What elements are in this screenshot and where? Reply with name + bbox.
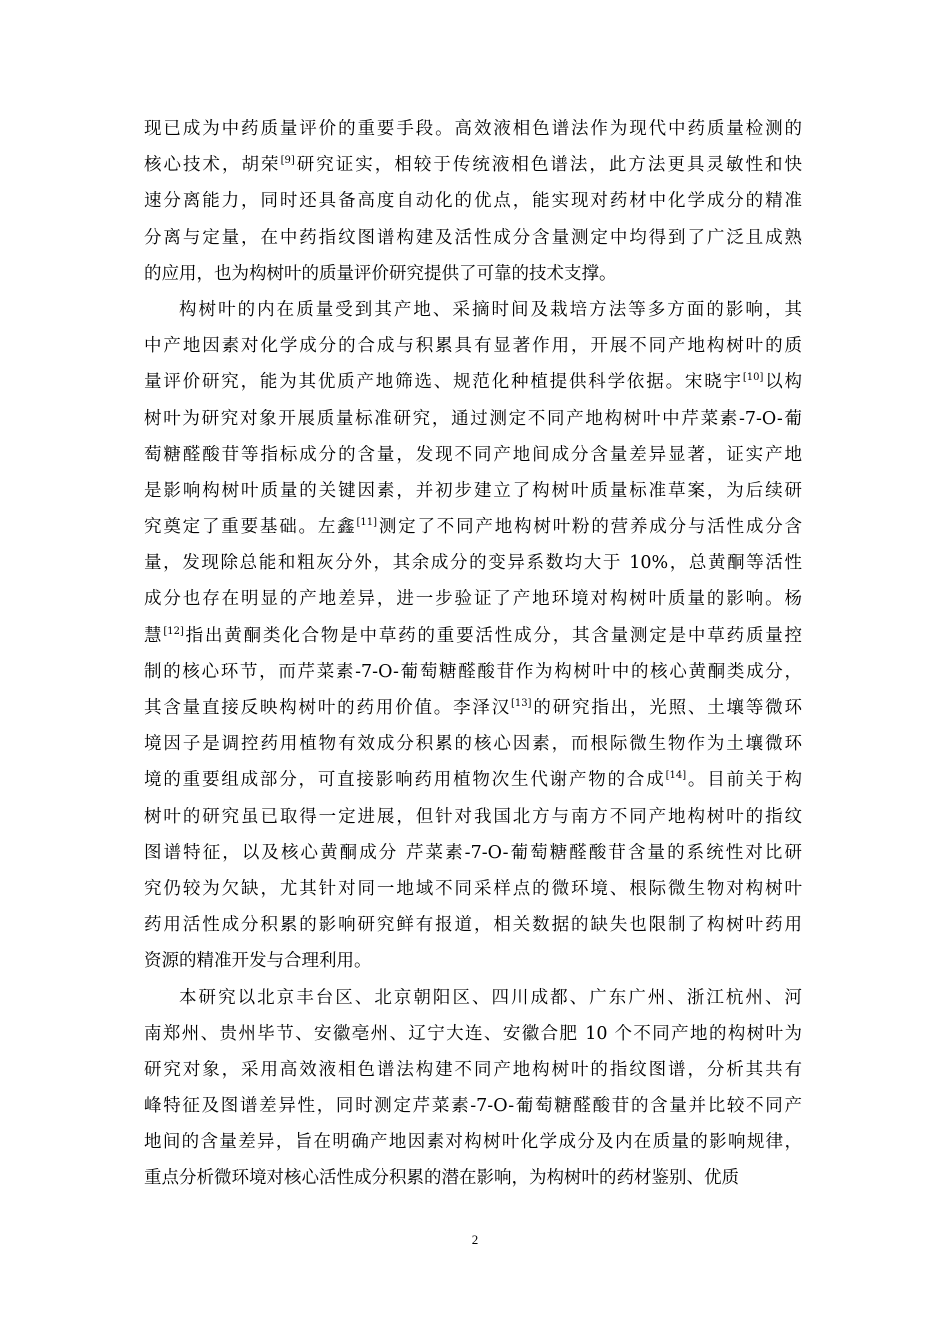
text-run: 树叶的研究虽已取得一定进展，但针对我国北方与南方不同产地构树叶的指纹 [144, 806, 802, 827]
text-line [144, 618, 802, 654]
text-run: 究仍较为欠缺，尤其针对同一地域不同采样点的微环境、根际微生物对构树叶 [144, 878, 802, 899]
text-run: 中产地因素对化学成分的合成与积累具有显著作用，开展不同产地构树叶的质 [144, 336, 802, 357]
citation-superscript: [12] [163, 625, 184, 637]
text-line [144, 509, 802, 545]
text-run: 本研究以北京丰台区、北京朝阳区、四川成都、广东广州、浙江杭州、河 [179, 987, 802, 1008]
paragraph [144, 292, 802, 980]
text-run: 核心技术，胡荣 [144, 155, 281, 176]
text-line [144, 220, 802, 256]
text-run: 是影响构树叶质量的关键因素，并初步建立了构树叶质量标准草案，为后续研 [144, 480, 802, 501]
text-line [144, 726, 802, 762]
text-run: 地间的含量差异，旨在明确产地因素对构树叶化学成分及内在质量的影响规律， [144, 1132, 802, 1153]
text-run: 成分也存在明显的产地差异，进一步验证了产地环境对构树叶质量的影响。杨 [144, 589, 802, 610]
text-run: 制的核心环节，而芹菜素-7-O-葡萄糖醛酸苷作为构树叶中的核心黄酮类成分， [144, 661, 802, 682]
text-line [144, 943, 802, 979]
text-run: 药用活性成分积累的影响研究鲜有报道，相关数据的缺失也限制了构树叶药用 [144, 915, 802, 936]
text-run: 境的重要组成部分，可直接影响药用植物次生代谢产物的合成 [144, 770, 666, 791]
text-run: 量评价研究，能为其优质产地筛选、规范化种植提供科学依据。宋晓宇 [144, 372, 743, 393]
page-number: 2 [471, 1232, 479, 1247]
text-line [144, 1052, 802, 1088]
text-run: 分离与定量，在中药指纹图谱构建及活性成分含量测定中均得到了广泛且成熟 [144, 227, 802, 248]
text-run: 峰特征及图谱差异性，同时测定芹菜素-7-O-葡萄糖醛酸苷的含量并比较不同产 [144, 1096, 802, 1117]
text-line [144, 762, 802, 798]
text-run: 境因子是调控药用植物有效成分积累的核心因素，而根际微生物作为土壤微环 [144, 734, 802, 755]
text-line [144, 980, 802, 1016]
citation-superscript: [14] [665, 770, 687, 782]
text-line [144, 147, 802, 183]
text-line [144, 581, 802, 617]
text-line [144, 799, 802, 835]
text-line [144, 1088, 802, 1124]
text-run: 指出黄酮类化合物是中草药的重要活性成分，其含量测定是中草药质量控 [183, 625, 803, 646]
text-line [144, 1160, 802, 1196]
text-run: 究奠定了重要基础。左鑫 [144, 517, 357, 538]
text-run: 现已成为中药质量评价的重要手段。高效液相色谱法作为现代中药质量检测的 [144, 119, 802, 139]
text-line [144, 654, 802, 690]
text-line [144, 871, 802, 907]
text-run: 构树叶的内在质量受到其产地、采摘时间及栽培方法等多方面的影响，其 [179, 299, 802, 320]
text-line [144, 328, 802, 364]
text-line [144, 1124, 802, 1160]
text-line [144, 690, 802, 726]
text-line [144, 183, 802, 219]
text-run: 的研究指出，光照、土壤等微环 [531, 698, 803, 718]
citation-superscript: [9] [280, 155, 295, 167]
text-line [144, 835, 802, 871]
text-run: 以构 [763, 372, 803, 393]
text-run: 量，发现除总能和粗灰分外，其余成分的变异系数均大于 10%，总黄酮等活性 [144, 553, 802, 574]
text-run: 慧 [144, 625, 164, 646]
text-line [144, 292, 802, 328]
text-line [144, 111, 802, 147]
text-line [144, 401, 802, 437]
text-line [144, 256, 802, 292]
text-run: 南郑州、贵州毕节、安徽亳州、辽宁大连、安徽合肥 10 个不同产地的构树叶为 [144, 1023, 802, 1044]
text-line [144, 364, 802, 400]
text-line [144, 437, 802, 473]
text-line [144, 1016, 802, 1052]
text-run: 资源的精准开发与合理利用。 [144, 951, 372, 972]
body-text [144, 111, 802, 1197]
text-run: 其含量直接反映构树叶的药用价值。李泽汉 [144, 698, 512, 718]
text-run: 。目前关于构 [686, 770, 803, 791]
text-run: 的应用，也为构树叶的质量评价研究提供了可靠的技术支撑。 [144, 263, 617, 284]
text-run: 研究证实，相较于传统液相色谱法，此方法更具灵敏性和快 [294, 155, 803, 176]
text-run: 树叶为研究对象开展质量标准研究，通过测定不同产地构树叶中芹菜素-7-O-葡 [144, 408, 802, 429]
text-run: 重点分析微环境对核心活性成分积累的潜在影响，为构树叶的药材鉴别、优质 [144, 1168, 739, 1189]
citation-superscript: [10] [742, 372, 764, 384]
paragraph [144, 111, 802, 292]
text-run: 测定了不同产地构树叶粉的营养成分与活性成分含 [377, 517, 803, 538]
citation-superscript: [13] [511, 698, 532, 709]
text-line [144, 473, 802, 509]
text-run: 速分离能力，同时还具备高度自动化的优点，能实现对药材中化学成分的精准 [144, 191, 802, 212]
text-line [144, 545, 802, 581]
citation-superscript: [11] [356, 517, 378, 529]
text-run: 萄糖醛酸苷等指标成分的含量，发现不同产地间成分含量差异显著，证实产地 [144, 444, 802, 465]
text-run: 研究对象，采用高效液相色谱法构建不同产地构树叶的指纹图谱，分析其共有 [144, 1059, 802, 1080]
paragraph [144, 980, 802, 1197]
text-line [144, 907, 802, 943]
text-run: 图谱特征，以及核心黄酮成分 芹菜素-7-O-葡萄糖醛酸苷含量的系统性对比研 [144, 842, 802, 863]
